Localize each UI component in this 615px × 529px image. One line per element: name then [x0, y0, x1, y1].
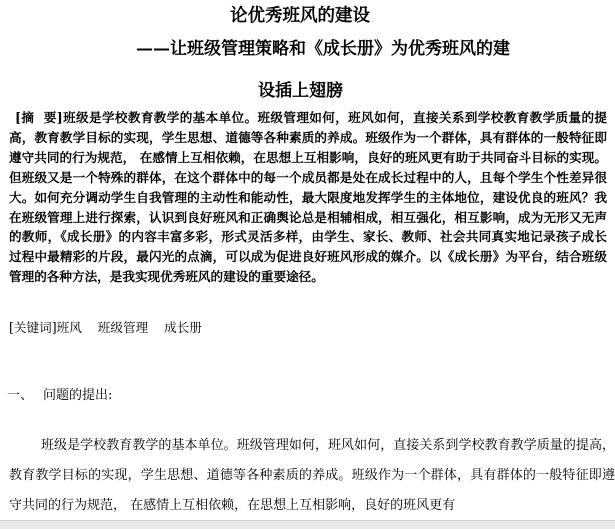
section-heading [7, 386, 112, 406]
abstract-paragraph [9, 108, 607, 287]
keyword-item: 班风 [56, 320, 82, 335]
document-title: 论优秀班风的建设 [230, 6, 370, 26]
abstract-label: [摘 要] [15, 110, 63, 125]
keywords-line [9, 318, 202, 338]
page-bottom-gutter [0, 520, 615, 529]
keyword-item: 班级管理 [97, 320, 149, 335]
keywords-label: [关键词] [9, 320, 57, 335]
keyword-item: 成长册 [164, 320, 202, 335]
section-number: 一、 [7, 388, 34, 403]
document-subtitle-line-1: ——让班级管理策略和《成长册》为优秀班风的建 [136, 39, 510, 59]
abstract-text: 班级是学校教育教学的基本单位。班级管理如何，班风如何，直接关系到学校教育教学质量的提高，教育教学目标的实现，学生思想、道德等各种素质的养成。班级作为一个群体，具有群体的一般特征即遵守共同的行为规范， 在感情上互相依赖，在思想上互相影响，良好的班风更有助于共同奋斗目标的实现。但班级又是一个特殊的群体，在这个群体中的每一个成员都是处在成长过程中的人，且每个学生个性差异很大。如何充分调动学生自我管理的主动性和能动性，最大限度地发挥学生的主体地位，建设优良的班风？我在班级管理上进行探索，认识到良好班风和正确舆论总是相辅相成，相互强化，相互影响，成为无形又无声的教师，《成长册》的内容丰富多彩，形式灵活多样，由学生、家长、教师、社会共同真实地记录孩子成长过程中最精彩的片段，最闪光的点滴，可以成为促进良好班风形成的媒介。以《成长册》为平台，结合班级管理的各种方法，是我实现优秀班风的建设的重要途径。 [9, 110, 607, 285]
section-title: 问题的提出: [43, 388, 113, 403]
body-paragraph: 班级是学校教育教学的基本单位。班级管理如何，班风如何，直接关系到学校教育教学质量的提高，教育教学目标的实现，学生思想、道德等各种素质的养成。班级作为一个群体，具有群体的一般特征即遵守共同的行为规范， 在感情上互相依赖，在思想上互相影响，良好的班风更有 [9, 438, 615, 513]
document-subtitle-line-2: 设插上翅膀 [258, 81, 343, 101]
